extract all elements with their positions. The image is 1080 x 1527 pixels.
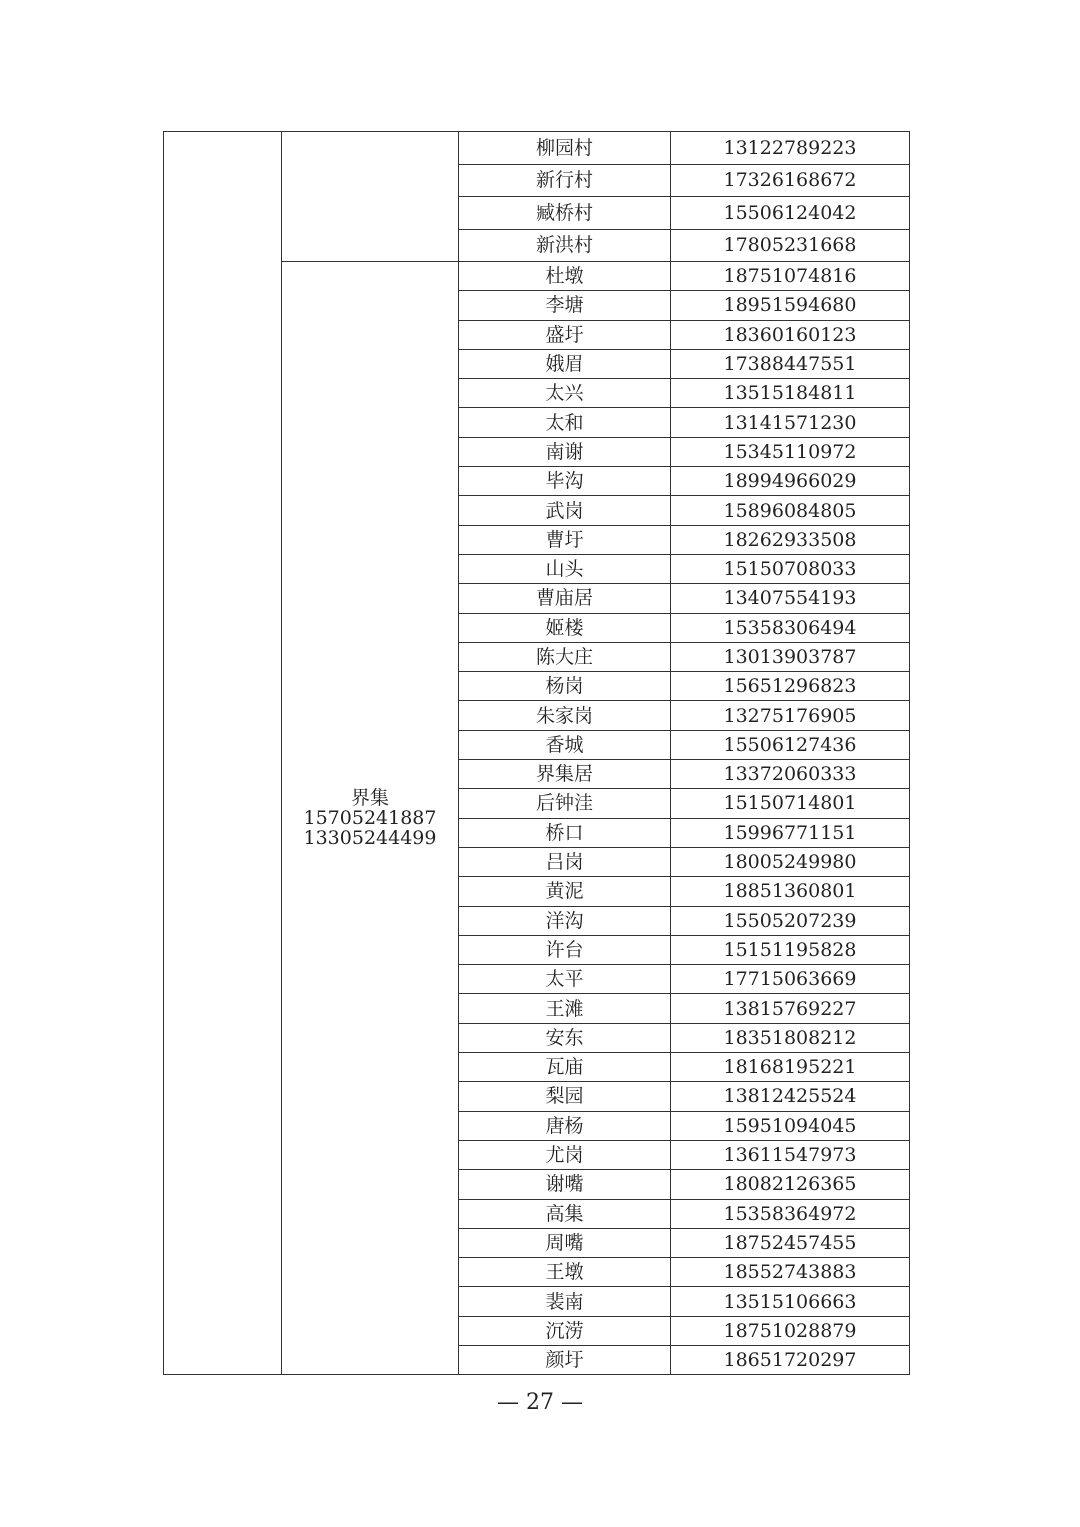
phone-cell: 13122789223 — [671, 132, 910, 165]
phone-cell: 15150708033 — [671, 554, 910, 583]
village-name-cell: 颜圩 — [459, 1345, 671, 1374]
town-cell — [282, 262, 459, 1375]
page-number: — 27 — — [497, 1390, 583, 1415]
phone-cell: 13275176905 — [671, 701, 910, 730]
town-phone: 13305244499 — [303, 827, 437, 850]
village-name-cell: 界集居 — [459, 760, 671, 789]
phone-cell: 13515184811 — [671, 379, 910, 408]
village-name-cell: 新行村 — [459, 164, 671, 197]
town-name: 界集 — [350, 787, 389, 810]
phone-cell: 18360160123 — [671, 320, 910, 349]
village-name-cell: 唐杨 — [459, 1111, 671, 1140]
phone-cell: 18751028879 — [671, 1316, 910, 1345]
village-name-cell: 武岗 — [459, 496, 671, 525]
village-name-cell: 裴南 — [459, 1287, 671, 1316]
phone-cell: 18752457455 — [671, 1228, 910, 1257]
phone-cell: 18994966029 — [671, 467, 910, 496]
village-name-cell: 桥口 — [459, 818, 671, 847]
village-name-cell: 沉涝 — [459, 1316, 671, 1345]
phone-cell: 17715063669 — [671, 965, 910, 994]
village-name-cell: 香城 — [459, 730, 671, 759]
village-name-cell: 杜墩 — [459, 262, 671, 291]
village-name-cell: 尤岗 — [459, 1140, 671, 1169]
phone-cell: 18851360801 — [671, 877, 910, 906]
village-name-cell: 山头 — [459, 554, 671, 583]
phone-cell: 15505207239 — [671, 906, 910, 935]
phone-cell: 13372060333 — [671, 760, 910, 789]
phone-cell: 17326168672 — [671, 164, 910, 197]
phone-cell: 15358364972 — [671, 1199, 910, 1228]
village-name-cell: 李塘 — [459, 291, 671, 320]
village-name-cell: 曹庙居 — [459, 584, 671, 613]
phone-cell: 18751074816 — [671, 262, 910, 291]
phone-cell: 17388447551 — [671, 349, 910, 378]
village-name-cell: 谢嘴 — [459, 1170, 671, 1199]
phone-cell: 18005249980 — [671, 847, 910, 876]
village-name-cell: 曹圩 — [459, 525, 671, 554]
phone-cell: 18951594680 — [671, 291, 910, 320]
village-name-cell: 毕沟 — [459, 467, 671, 496]
table-row — [164, 132, 910, 165]
village-name-cell: 朱家岗 — [459, 701, 671, 730]
village-name-cell: 周嘴 — [459, 1228, 671, 1257]
phone-cell: 13815769227 — [671, 994, 910, 1023]
village-name-cell: 臧桥村 — [459, 197, 671, 230]
town-cell-previous — [282, 132, 459, 262]
village-name-cell: 后钟洼 — [459, 789, 671, 818]
village-name-cell: 南谢 — [459, 437, 671, 466]
phone-cell: 15896084805 — [671, 496, 910, 525]
phone-cell: 18351808212 — [671, 1023, 910, 1052]
phone-cell: 15506124042 — [671, 197, 910, 230]
village-name-cell: 洋沟 — [459, 906, 671, 935]
phone-cell: 18552743883 — [671, 1258, 910, 1287]
village-name-cell: 姬楼 — [459, 613, 671, 642]
village-name-cell: 太平 — [459, 965, 671, 994]
village-name-cell: 瓦庙 — [459, 1053, 671, 1082]
village-contact-table — [163, 131, 910, 1375]
village-name-cell: 黄泥 — [459, 877, 671, 906]
phone-cell: 15345110972 — [671, 437, 910, 466]
town-phone: 15705241887 — [303, 807, 437, 830]
phone-cell: 15951094045 — [671, 1111, 910, 1140]
phone-cell: 13515106663 — [671, 1287, 910, 1316]
village-name-cell: 陈大庄 — [459, 642, 671, 671]
village-name-cell: 娥眉 — [459, 349, 671, 378]
phone-cell: 15151195828 — [671, 935, 910, 964]
phone-cell: 15506127436 — [671, 730, 910, 759]
village-name-cell: 太兴 — [459, 379, 671, 408]
village-name-cell: 柳园村 — [459, 132, 671, 165]
village-name-cell: 盛圩 — [459, 320, 671, 349]
village-name-cell: 新洪村 — [459, 229, 671, 262]
village-name-cell: 太和 — [459, 408, 671, 437]
phone-cell: 15358306494 — [671, 613, 910, 642]
phone-cell: 15996771151 — [671, 818, 910, 847]
phone-cell: 13013903787 — [671, 642, 910, 671]
phone-cell: 13407554193 — [671, 584, 910, 613]
phone-cell: 13141571230 — [671, 408, 910, 437]
phone-cell: 18651720297 — [671, 1345, 910, 1374]
village-name-cell: 王滩 — [459, 994, 671, 1023]
village-name-cell: 高集 — [459, 1199, 671, 1228]
phone-cell: 18082126365 — [671, 1170, 910, 1199]
phone-cell: 18262933508 — [671, 525, 910, 554]
phone-cell: 13812425524 — [671, 1082, 910, 1111]
county-cell — [164, 132, 282, 1375]
village-name-cell: 王墩 — [459, 1258, 671, 1287]
village-name-cell: 许台 — [459, 935, 671, 964]
phone-cell: 15150714801 — [671, 789, 910, 818]
phone-cell: 15651296823 — [671, 672, 910, 701]
village-name-cell: 吕岗 — [459, 847, 671, 876]
table-body — [164, 132, 910, 1375]
phone-cell: 18168195221 — [671, 1053, 910, 1082]
village-name-cell: 安东 — [459, 1023, 671, 1052]
village-name-cell: 杨岗 — [459, 672, 671, 701]
phone-cell: 13611547973 — [671, 1140, 910, 1169]
phone-cell: 17805231668 — [671, 229, 910, 262]
village-name-cell: 梨园 — [459, 1082, 671, 1111]
